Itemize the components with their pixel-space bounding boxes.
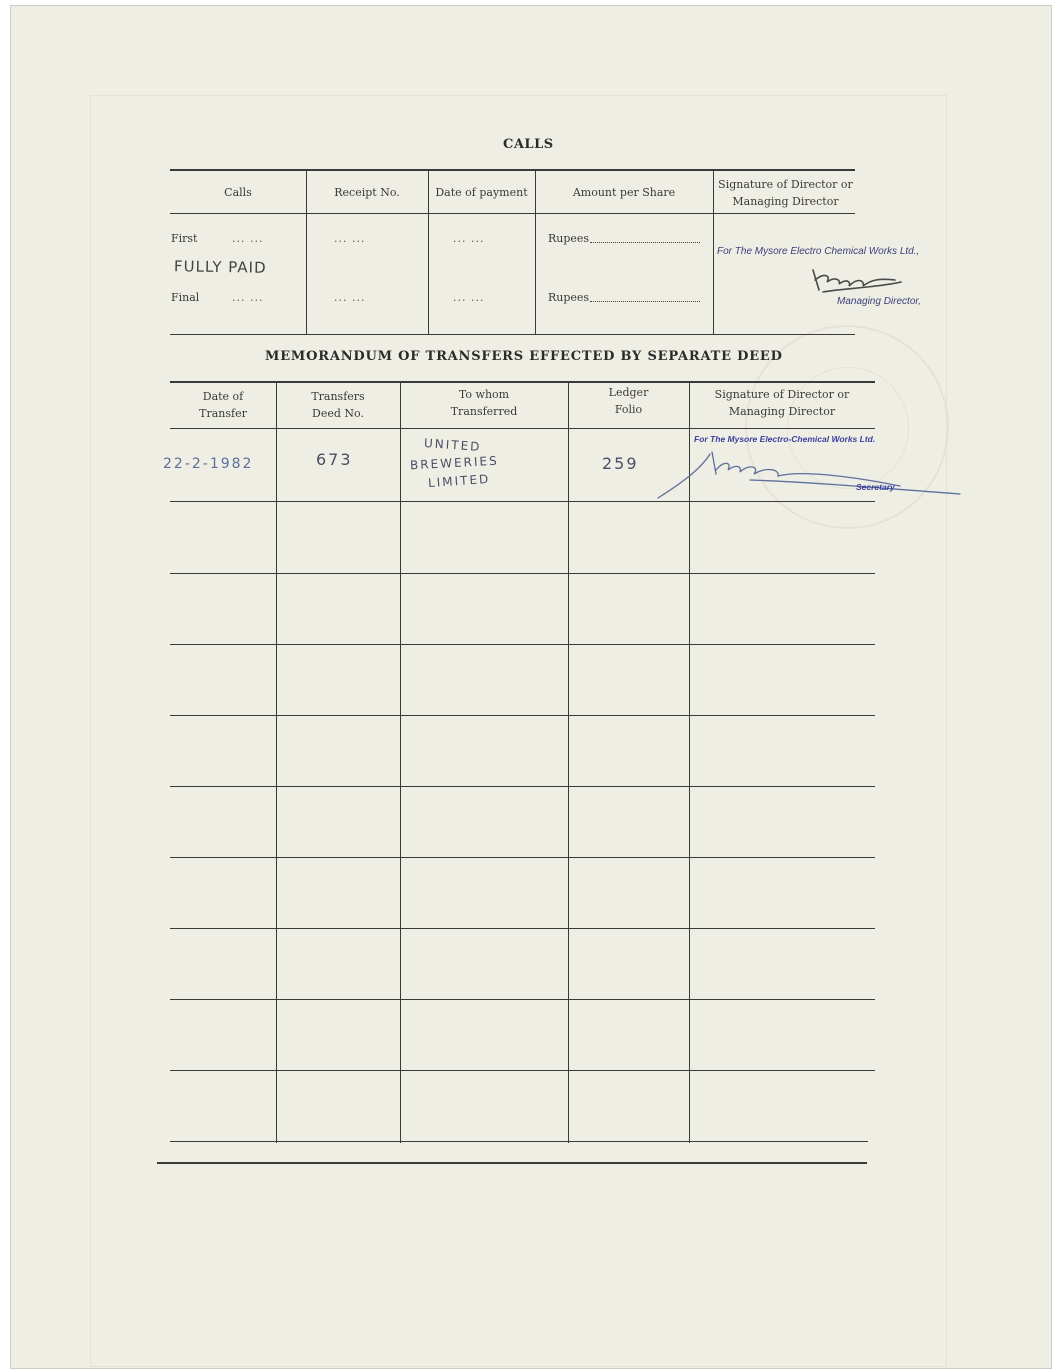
table-row-rule: [170, 928, 875, 929]
transfers-header-sig-line2: Managing Director: [728, 405, 836, 418]
first-rupees-line: [590, 242, 700, 243]
transfer-to-whom-line2: BREWERIES: [409, 453, 499, 473]
table-row-rule: [170, 715, 875, 716]
fully-paid-handwriting: FULLY PAID: [173, 257, 267, 277]
calls-header-calls: Calls: [224, 186, 252, 199]
calls-header-signature-line2: Managing Director: [732, 195, 839, 208]
table-row-rule: [170, 786, 875, 787]
transfers-header-folio-line2: Folio: [614, 403, 643, 416]
calls-header-rule: [170, 213, 855, 214]
table-row-rule: [170, 644, 875, 645]
final-call-dots: ... ...: [232, 291, 264, 304]
transfer-to-whom-line3: LIMITED: [427, 471, 491, 491]
calls-header-amount: Amount per Share: [572, 186, 676, 199]
calls-header-date: Date of payment: [435, 186, 528, 199]
transfers-title: MEMORANDUM OF TRANSFERS EFFECTED BY SEPARATE DEED: [265, 349, 783, 364]
transfer-deed-no-handwriting: 673: [316, 450, 353, 469]
page-bottom-rule: [157, 1162, 867, 1164]
transfers-header-whom-line1: To whom: [458, 388, 510, 401]
first-rupees-label: Rupees: [548, 232, 590, 245]
calls-top-rule: [170, 169, 855, 171]
table-bottom-rule: [170, 1141, 868, 1142]
calls-header-receipt: Receipt No.: [334, 186, 400, 199]
final-rupees-line: [590, 301, 700, 302]
transfer-company-stamp: For The Mysore Electro-Chemical Works Ltd.: [694, 434, 876, 444]
table-row-rule: [170, 999, 875, 1000]
transfers-header-date-line2: Transfer: [199, 407, 247, 420]
transfers-col-divider: [568, 383, 569, 1143]
table-row-rule: [170, 857, 875, 858]
calls-header-signature-line1: Signature of Director or: [718, 178, 853, 191]
transfer-ledger-folio-handwriting: 259: [602, 454, 639, 473]
transfers-header-folio-line1: Ledger: [608, 386, 649, 399]
final-rupees-label: Rupees: [548, 291, 590, 304]
transfers-header-deed-line2: Deed No.: [312, 407, 364, 420]
calls-title: CALLS: [503, 137, 554, 152]
transfer-date-handwriting: 22-2-1982: [163, 456, 254, 472]
secretary-signature: [650, 440, 970, 510]
table-row-rule: [170, 1070, 875, 1071]
transfers-header-whom-line2: Transferred: [450, 405, 518, 418]
final-date-dots: ... ...: [453, 291, 485, 304]
first-call-label: First: [171, 232, 198, 245]
calls-bottom-rule: [170, 334, 855, 335]
transfers-col-divider: [276, 383, 277, 1143]
final-call-label: Final: [171, 291, 200, 304]
transfer-to-whom-line1: UNITED: [423, 436, 482, 454]
calls-managing-director-stamp: Managing Director,: [837, 296, 921, 307]
transfers-header-deed-line1: Transfers: [311, 390, 365, 403]
transfers-header-date-line1: Date of: [202, 390, 244, 403]
first-call-dots: ... ...: [232, 232, 264, 245]
transfers-col-divider: [400, 383, 401, 1143]
transfer-secretary-stamp: Secretary: [856, 482, 895, 492]
first-date-dots: ... ...: [453, 232, 485, 245]
transfers-header-sig-line1: Signature of Director or: [714, 388, 850, 401]
table-row-rule: [170, 573, 875, 574]
final-receipt-dots: ... ...: [334, 291, 366, 304]
first-receipt-dots: ... ...: [334, 232, 366, 245]
calls-company-stamp: For The Mysore Electro Chemical Works Ltd.,: [717, 246, 920, 257]
